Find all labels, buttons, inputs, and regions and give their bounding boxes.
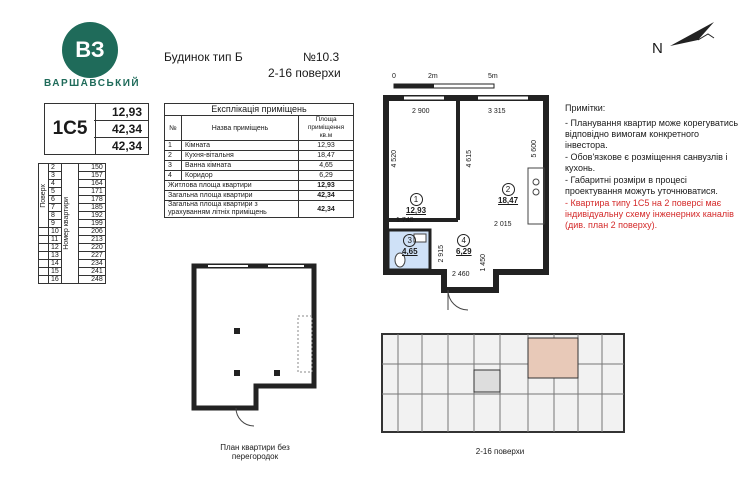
developer-logo [62,22,118,78]
dim-label: 5 600 [531,140,538,158]
room-3-label: 3 4,65 [402,236,418,256]
notes-title: Примітки: [565,103,606,113]
explication-table [164,103,354,218]
dim-label: 2 900 [412,108,430,115]
explication-title: Експлікація приміщень [165,104,354,116]
floor-cell: 2 [49,164,62,172]
total-row: Загальна площа квартири з урахуванням літніх приміщень 42,34 [165,201,354,218]
caption-floor-plan: 2-16 поверхи [475,447,525,456]
logo-name: ВАРШАВСЬКИЙ [44,78,141,89]
typical-floor-plan [378,330,628,440]
area-total: 42,34 [94,121,148,138]
number-column-label: Номер квартири [61,164,78,284]
logo-letters: ВЗ [75,37,105,62]
note-item: - Планування квартир може корегуватись відповідно вимогам конкретного інвестора. [565,118,739,150]
plan-without-partitions [186,258,326,428]
table-row: 4 Коридор 6,29 [165,171,354,181]
table-row: 2 Кухня-вітальня 18,47 [165,151,354,161]
note-item: - Габаритні розміри в процесі проектування можуть уточнюватися. [565,175,718,196]
dim-label: 2 915 [438,245,445,263]
apartment-code: 1C5 [44,103,96,155]
compass-arrow-icon [668,20,716,48]
total-row: Загальна площа квартири 42,34 [165,191,354,201]
apartment-number-cell: 150 [78,164,105,172]
floor-column-label: Поверх [39,164,49,228]
section-number: №10.3 [303,50,340,64]
note-item: - Обов'язкове є розміщення санвузлів і кухонь. [565,152,728,173]
apartment-floor-plan [378,90,558,315]
dim-label: 2 460 [452,271,470,278]
scale-tick-2m: 2m [428,73,438,80]
house-type: Будинок тип Б [164,50,243,64]
col-number: № [165,116,182,141]
notes-block [565,103,740,232]
dim-label: 4 520 [391,150,398,168]
note-item-highlight: - Квартира типу 1С5 на 2 поверсі має індивідуальну схему інженерних каналів (див. план 2 поверху). [565,198,734,230]
dim-label: 4 615 [466,150,473,168]
table-row: 1 Кімната 12,93 [165,141,354,151]
room-2-label: 2 18,47 [498,185,519,205]
room-1-label: 1 12,93 [406,195,427,215]
dim-label: 3 315 [488,108,506,115]
col-name: Назва приміщень [182,116,299,141]
room-4-label: 4 6,29 [456,236,472,256]
dim-label: 2 015 [494,221,512,228]
dim-label: 1 450 [480,254,487,272]
floors-range: 2-16 поверхи [268,66,341,80]
compass-north-label: N [652,40,663,57]
scale-tick-5m: 5m [488,73,498,80]
floors-table: Поверх 2 Номер квартири 150 3 157 4 164 5 171 6 178 7 185 8 192 9 199 10 206 11 213 12 220 13 227 14 234 15 241 16 248 [38,163,106,284]
scale-tick-0: 0 [392,73,396,80]
table-row: 3 Ванна кімната 4,65 [165,161,354,171]
area-living: 12,93 [94,104,148,121]
apartment-areas [94,103,149,155]
col-area: Площа приміщення кв.м [299,116,354,141]
total-row: Житлова площа квартири 12,93 [165,181,354,191]
caption-plan-without-partitions: План квартири без перегородок [220,443,290,461]
dim-label: 1 740 [396,217,414,224]
area-total-summer: 42,34 [111,139,142,153]
